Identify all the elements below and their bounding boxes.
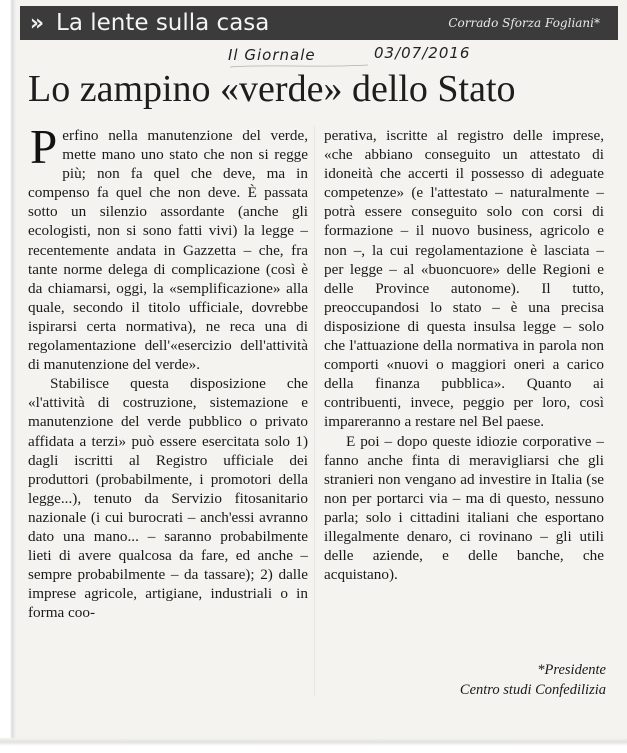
author-signature [410, 660, 606, 700]
scan-edge-bottom [0, 738, 627, 753]
article-headline: Lo zampino «verde» dello Stato [28, 68, 516, 110]
article-column-left [28, 119, 308, 622]
article-paragraph: perativa, iscritte al registro delle imprese, «che abbiano conseguito un attestato di idoneità che accerti il possesso di adeguate competenze» (e l'attestato – naturalmente – potrà essere conseguito solo con corsi di formazione – il nuovo business, agricolo e non –, la cui regolamentazione è lasciata – per legge – al «buoncuore» delle Regioni e delle Province autonome). Il tutto, preoccupandosi lo stato – è una precisa disposizione di questa insulsa legge – solo che l'attuazione della normativa in parola non comporti «nuovi o maggiori oneri a carico della finanza pubblica». Quanto ai contribuenti, invece, peggio per loro, così impareranno a restare nel Bel paese. [324, 127, 604, 431]
drop-cap: P [30, 119, 58, 174]
article-paragraph: E poi – dopo queste idiozie corporative – fanno anche finta di meravigliarsi che gli stranieri non vengano ad investire in Italia (se non per portarci via – ma di questo, nessuno parla; solo i cittadini italiani che esportano illegalmente denaro, ci rovinano – gli utili delle aziende, e delle banche, che acquistano). [324, 432, 604, 584]
column-divider [314, 126, 315, 696]
signature-title: *Presidente [537, 662, 606, 678]
section-rubric: La lente sulla casa [56, 10, 270, 36]
signature-org: Centro studi Confedilizia [459, 682, 606, 698]
section-header [20, 6, 618, 40]
handwritten-source: Il Giornale [228, 46, 316, 64]
article-paragraph [28, 119, 308, 374]
double-chevron-icon: » [29, 10, 41, 36]
scan-edge [0, 0, 16, 753]
paragraph-text: erfino nella manutenzione del verde, mette mano uno stato che non si regge più; non fa quel che deve, ma in compenso fa quel che non deve. È passata sotto un silenzio assordante (anche gli ecologisti, non si sono fatti vivi) la legge – recentemente andata in Gazzetta – che, fra tante norme delega di complicazione (così è da chiamarsi, oggi, la «semplificazione» alla quale, secondo il titolo ufficiale, dovrebbe ispirarsi certa normativa), ne reca una di regolamentazione dell'«esercizio dell'attività di manutenzione del verde». [28, 127, 308, 374]
handwritten-date: 03/07/2016 [374, 44, 471, 62]
article-paragraph: Stabilisce questa disposizione che «l'attività di costruzione, sistemazione e manutenzione del verde pubblico o privato affidata a terzi» può essere esercitata solo 1) dagli iscritti al Registro ufficiale dei produttori (probabilmente, i promotori della legge...), tenuto da Servizio fitosanitario nazionale (i cui burocrati – anch'essi avranno dato una mano... – saranno probabilmente lieti di avere qualcosa da fare, ed anche – sempre probabilmente – da tassare); 2) dalle imprese agricole, artigiane, industriali o in forma coo- [28, 375, 308, 622]
author-byline: Corrado Sforza Fogliani* [448, 16, 600, 30]
article-column-right [324, 126, 604, 584]
